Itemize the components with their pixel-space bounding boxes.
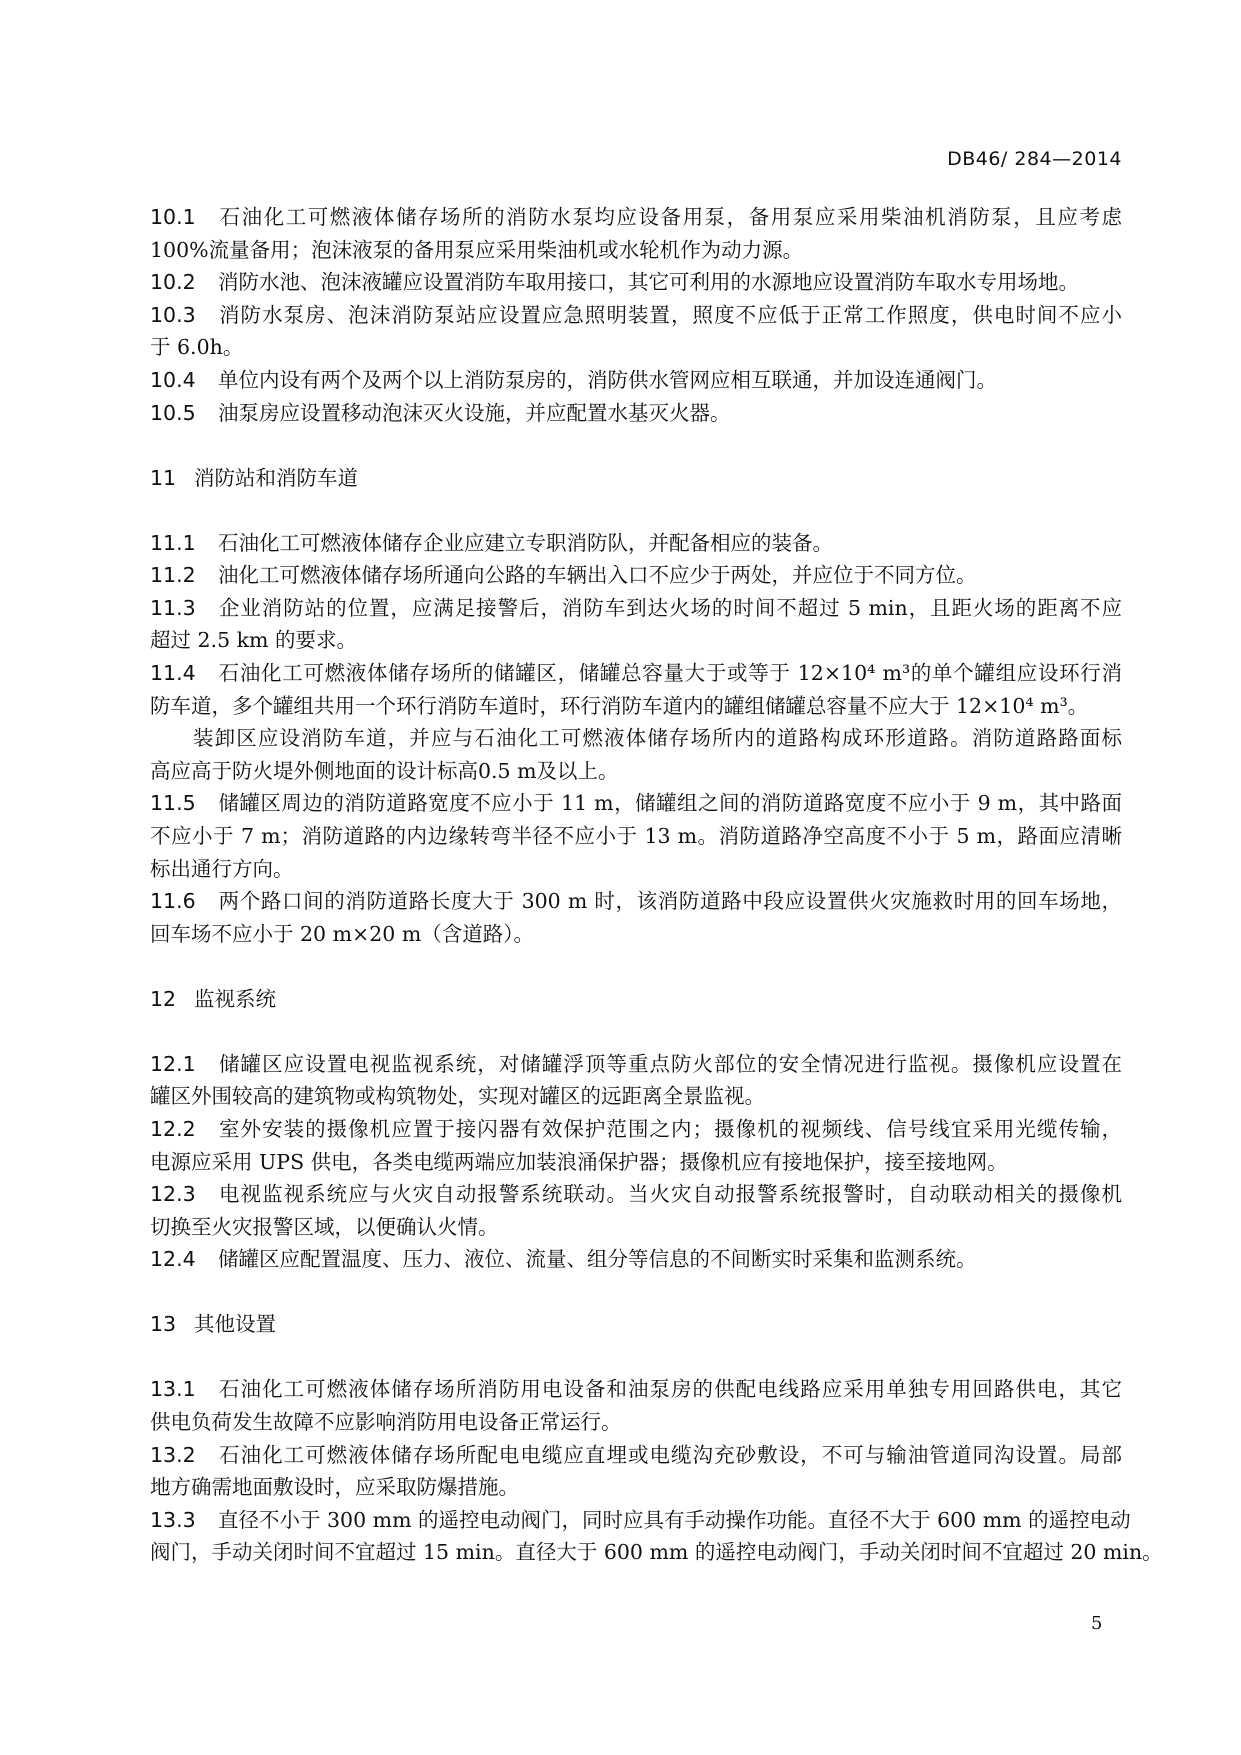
clause-text: 电源应采用 UPS 供电，各类电缆两端应加装浪涌保护器；摄像机应有接地保护，接至接地网。: [150, 1149, 1008, 1174]
clause-text: 石油化工可燃液体储存场所消防用电设备和油泵房的供配电线路应采用单独专用回路供电，其它: [218, 1377, 1122, 1402]
clause-text: 油泵房应设置移动泡沫灭火设施，并应配置水基灭火器。: [218, 400, 731, 425]
clause-text: 电视监视系统应与火灾自动报警系统联动。当火灾自动报警系统报警时，自动联动相关的摄像机: [218, 1182, 1122, 1207]
clause-text: 于 6.0h。: [150, 335, 244, 360]
clause-line: [150, 335, 1122, 359]
section-heading: [150, 466, 358, 490]
standard-code: DB46/ 284—2014: [947, 148, 1122, 170]
clause-text: 企业消防站的位置，应满足接警后，消防车到达火场的时间不超过 5 min，且距火场的距离不应: [218, 595, 1122, 620]
clause-line: [150, 1150, 1122, 1174]
clause-text: 阀门，手动关闭时间不宜超过 15 min。直径大于 600 mm 的遥控电动阀门，手动关闭时间不宜超过 20 min。: [150, 1540, 1163, 1565]
clause-line: [150, 1540, 1163, 1565]
clause-number: 13.2: [150, 1442, 196, 1467]
section-number: 13: [150, 1312, 177, 1337]
clause-line: [150, 1117, 1122, 1141]
clause-number: 11.6: [150, 889, 196, 914]
clause-text: 消防水泵房、泡沫消防泵站应设置应急照明装置，照度不应低于正常工作照度，供电时间不应小: [218, 302, 1122, 327]
clause-line: [150, 1052, 1122, 1076]
clause-line: [150, 1182, 1122, 1206]
clause-line: [150, 759, 1122, 783]
clause-text: 储罐区应配置温度、压力、液位、流量、组分等信息的不间断实时采集和监测系统。: [218, 1247, 977, 1272]
clause-text: 超过 2.5 km 的要求。: [150, 628, 358, 653]
clause-line: [150, 1215, 1122, 1239]
clause-text: 不应小于 7 m；消防道路的内边缘转弯半径不应小于 13 m。消防道路净空高度不小于 5 m，路面应清晰: [150, 824, 1122, 848]
clause-line: [150, 1507, 1131, 1532]
clause-text: 单位内设有两个及两个以上消防泵房的，消防供水管网应相互联通，并加设连通阀门。: [218, 368, 997, 392]
clause-line: [150, 270, 1122, 294]
clause-number: 11.3: [150, 595, 196, 620]
clause-line: [150, 857, 1122, 881]
clause-line: [150, 1084, 1122, 1108]
clause-text: 石油化工可燃液体储存企业应建立专职消防队，并配备相应的装备。: [218, 530, 833, 555]
clause-line: [150, 401, 1122, 425]
section-title: 监视系统: [194, 986, 276, 1011]
clause-text: 石油化工可燃液体储存场所的消防水泵均应设备用泵，备用泵应采用柴油机消防泵，且应考虑: [218, 205, 1122, 229]
section-title: 消防站和消防车道: [194, 465, 358, 490]
page-number: 5: [1091, 1613, 1103, 1634]
clause-text: 直径不小于 300 mm 的遥控电动阀门，同时应具有手动操作功能。直径不大于 600 mm 的遥控电动: [218, 1507, 1131, 1532]
clause-text: 切换至火灾报警区域，以便确认火情。: [150, 1214, 499, 1239]
clause-number: 10.1: [150, 205, 196, 229]
clause-number: 11.5: [150, 791, 196, 816]
clause-number: 12.1: [150, 1051, 196, 1076]
clause-text: 油化工可燃液体储存场所通向公路的车辆出入口不应少于两处，并应位于不同方位。: [218, 563, 977, 588]
clause-line: [150, 628, 1122, 652]
clause-text: 回车场不应小于 20 m×20 m（含道路）。: [150, 921, 535, 946]
clause-line: [193, 726, 1122, 750]
clause-number: 11.1: [150, 530, 196, 555]
clause-text: 供电负荷发生故障不应影响消防用电设备正常运行。: [150, 1410, 622, 1434]
section-heading: [150, 1312, 276, 1336]
clause-line: [150, 694, 1122, 718]
clause-number: 13.1: [150, 1377, 196, 1402]
clause-line: [150, 922, 1122, 946]
clause-line: [150, 368, 1122, 392]
clause-line: [150, 563, 1122, 587]
clause-number: 10.3: [150, 302, 196, 327]
clause-line: [150, 1377, 1122, 1401]
clause-text: 两个路口间的消防道路长度大于 300 m 时，该消防道路中段应设置供火灾施救时用的回车场地，: [218, 889, 1122, 914]
clause-line: [150, 531, 1122, 555]
clause-line: [150, 661, 1122, 685]
clause-number: 10.2: [150, 270, 196, 295]
clause-number: 11.2: [150, 563, 196, 588]
clause-text: 罐区外围较高的建筑物或构筑物处，实现对罐区的远距离全景监视。: [150, 1084, 765, 1109]
clause-text: 标出通行方向。: [150, 856, 294, 881]
clause-line: [150, 205, 1122, 229]
section-title: 其他设置: [194, 1312, 276, 1337]
clause-number: 13.3: [150, 1507, 196, 1532]
clause-line: [150, 596, 1122, 620]
clause-text: 消防水池、泡沫液罐应设置消防车取用接口，其它可利用的水源地应设置消防车取水专用场地。: [218, 270, 1079, 295]
clause-line: [150, 303, 1122, 327]
section-number: 11: [150, 465, 177, 490]
clause-number: 10.4: [150, 368, 196, 392]
clause-text: 石油化工可燃液体储存场所配电电缆应直埋或电缆沟充砂敷设，不可与输油管道同沟设置。局部: [218, 1442, 1122, 1467]
clause-line: [150, 1443, 1122, 1467]
clause-text: 石油化工可燃液体储存场所的储罐区，储罐总容量大于或等于 12×10⁴ m³的单个罐组应设环行消: [218, 661, 1122, 685]
clause-text: 室外安装的摄像机应置于接闪器有效保护范围之内；摄像机的视频线、信号线宜采用光缆传输，: [218, 1117, 1122, 1141]
clause-text: 装卸区应设消防车道，并应与石油化工可燃液体储存场所内的道路构成环形道路。消防道路路面标: [193, 726, 1122, 751]
clause-text: 地方确需地面敷设时，应采取防爆措施。: [150, 1475, 519, 1500]
clause-line: [150, 238, 1122, 262]
clause-line: [150, 1475, 1122, 1499]
clause-number: 12.3: [150, 1182, 196, 1207]
clause-number: 10.5: [150, 400, 196, 425]
clause-text: 储罐区应设置电视监视系统，对储罐浮顶等重点防火部位的安全情况进行监视。摄像机应设置在: [218, 1051, 1122, 1076]
clause-text: 防车道，多个罐组共用一个环行消防车道时，环行消防车道内的罐组储罐总容量不应大于 12×10⁴ m³。: [150, 693, 1089, 718]
clause-line: [150, 824, 1122, 848]
section-heading: [150, 987, 276, 1011]
clause-line: [150, 889, 1122, 913]
clause-text: 100%流量备用；泡沫液泵的备用泵应采用柴油机或水轮机作为动力源。: [150, 237, 804, 262]
clause-line: [150, 1247, 1122, 1271]
clause-number: 12.2: [150, 1117, 196, 1141]
clause-text: 高应高于防火堤外侧地面的设计标高0.5 m及以上。: [150, 758, 619, 783]
clause-line: [150, 791, 1122, 815]
section-number: 12: [150, 986, 177, 1011]
clause-number: 11.4: [150, 661, 196, 685]
clause-text: 储罐区周边的消防道路宽度不应小于 11 m，储罐组之间的消防道路宽度不应小于 9 m，其中路面: [218, 791, 1122, 816]
clause-number: 12.4: [150, 1247, 196, 1272]
clause-line: [150, 1410, 1122, 1434]
